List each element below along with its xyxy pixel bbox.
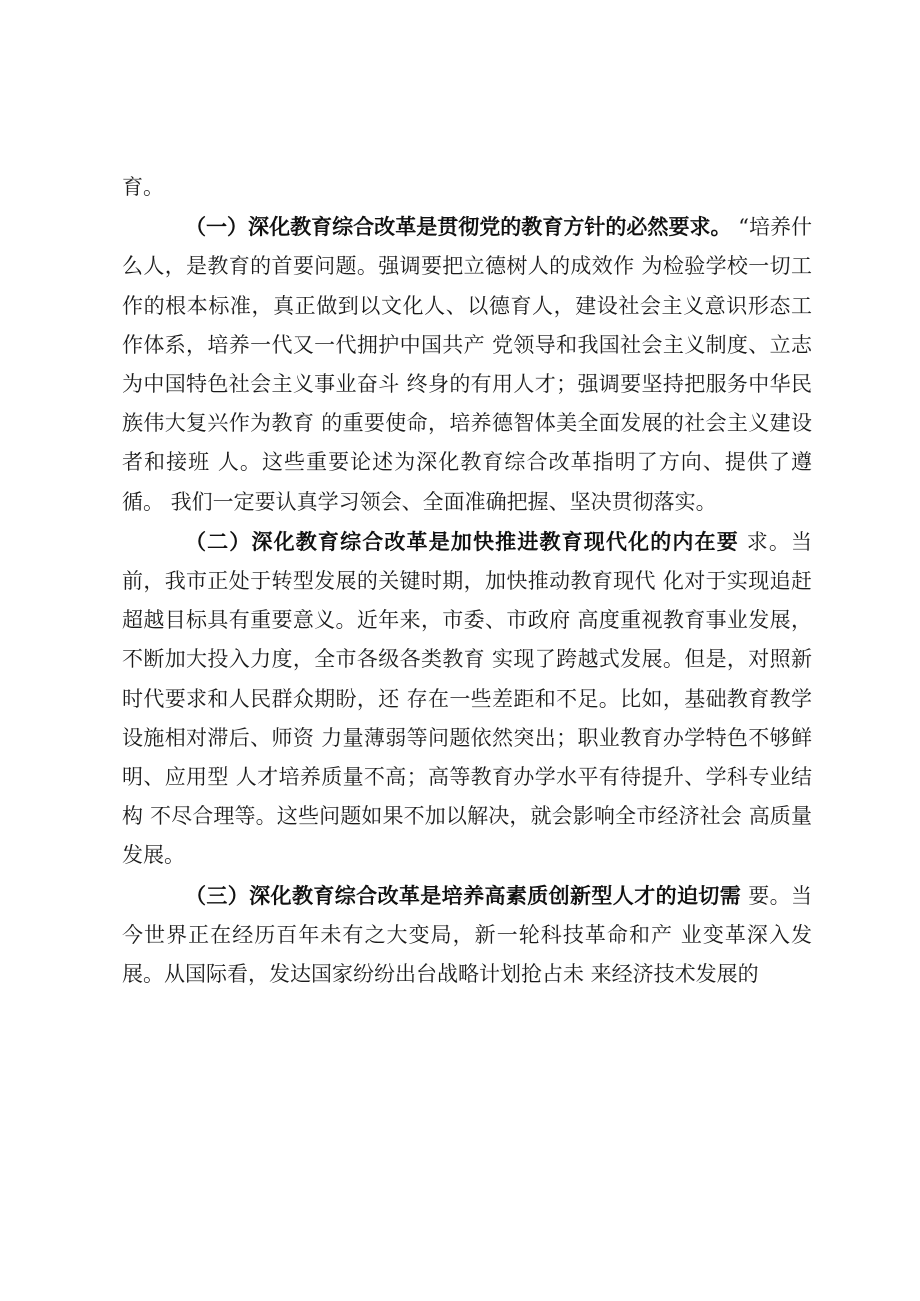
paragraph-two: [122, 522, 812, 876]
paragraph-text: 求。当前，我市正处于转型发展的关键时期，加快推动教育现代 化对于实现追赶超越目标具有重要意义。近年来，市委、市政府 高度重视教育事业发展，不断加大投入力度，全市各级各类教育 实现了跨越式发展。但是，对照新时代要求和人民群众期盼，还 存在一些差距和不足。比如，基础教育教学设施相对滞后、师资 力量薄弱等问题依然突出；职业教育办学特色不够鲜明、应用型 人才培养质量不高；高等教育办学水平有待提升、学科专业结构 不尽合理等。这些问题如果不加以解决，就会影响全市经济社会 高质量发展。: [122, 529, 812, 868]
section-heading-two: （二）深化教育综合改革是加快推进教育现代化的内在要: [185, 528, 739, 554]
paragraph-continuation: [122, 168, 812, 207]
section-heading-one: （一）深化教育综合改革是贯彻党的教育方针的必然要求。: [185, 214, 732, 240]
section-heading-three: （三）深化教育综合改革是培养高素质创新型人才的迫切需: [185, 882, 742, 908]
paragraph-text: “培养什么人，是教育的首要问题。强调要把立德树人的成效作 为检验学校一切工作的根本标准，真正做到以文化人、以德育人，建设社会主义意识形态工作体系，培养一代又一代拥护中国共产 党领导和我国社会主义制度、立志为中国特色社会主义事业奋斗 终身的有用人才；强调要坚持把服务中华民族伟大复兴作为教育 的重要使命，培养德智体美全面发展的社会主义建设者和接班 人。这些重要论述为深化教育综合改革指明了方向、提供了遵循。 我们一定要认真学习领会、全面准确把握、坚决贯彻落实。: [122, 215, 812, 514]
paragraph-three: [122, 876, 812, 995]
document-body: [122, 168, 812, 994]
paragraph-text: 育。: [122, 175, 164, 199]
paragraph-text: 要。当今世界正在经历百年未有之大变局，新一轮科技革命和产 业变革深入发展。从国际看，发达国家纷纷出台战略计划抢占未 来经济技术发展的: [122, 883, 812, 987]
paragraph-one: [122, 207, 812, 522]
